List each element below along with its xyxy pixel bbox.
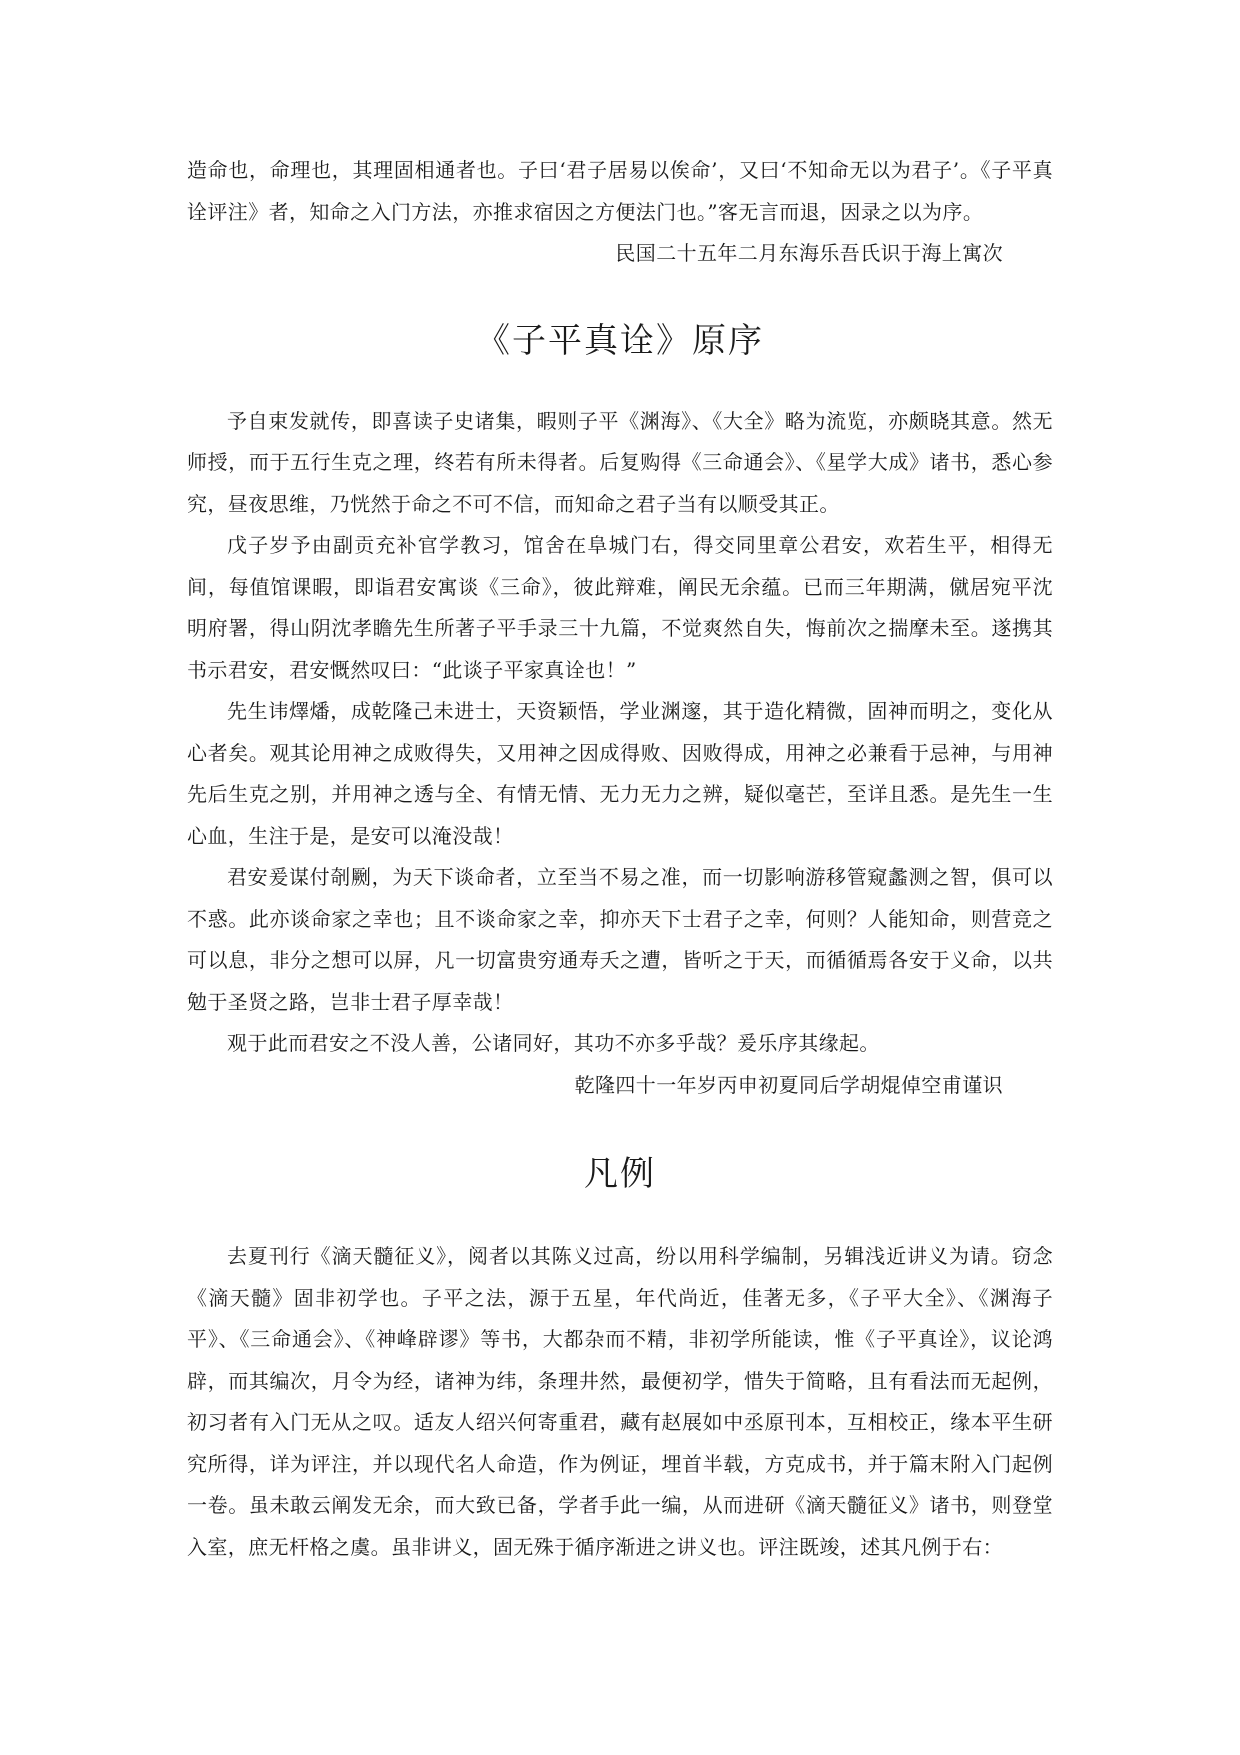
intro-paragraph: 造命也，命理也，其理固相通者也。子曰‘君子居易以俟命’，又曰‘不知命无以为君子’。《子平真诠评注》者，知命之入门方法，亦推求宿因之方便法门也。”客无言而退，因录之以为序。 — [187, 158, 1053, 224]
preface-signature: 乾隆四十一年岁丙申初夏同后学胡焜倬空甫谨识 — [574, 1072, 1003, 1097]
preface-paragraph: 君安爰谋付剞劂，为天下谈命者，立至当不易之准，而一切影响游移管窥蠡测之智，俱可以不惑。此亦谈命家之幸也；且不谈命家之幸，抑亦天下士君子之幸，何则？人能知命，则营竞之可以息，非分之想可以屏，凡一切富贵穷通寿夭之遭，皆听之于天，而循循焉各安于义命，以共勉于圣贤之路，岂非士君子厚幸哉！ — [187, 865, 1053, 1014]
preface-paragraph: 观于此而君安之不没人善，公诸同好，其功不亦多乎哉？爰乐序其缘起。 — [227, 1031, 880, 1055]
preface-paragraph: 予自束发就传，即喜读子史诸集，暇则子平《渊海》、《大全》略为流览，亦颇晓其意。然无师授，而于五行生克之理，终若有所未得者。后复购得《三命通会》、《星学大成》诸书，悉心参究，昼夜思维，乃恍然于命之不可不信，而知命之君子当有以顺受其正。 — [187, 408, 1053, 516]
document-page — [187, 150, 1053, 1568]
preface-paragraph: 先生讳燡燔，成乾隆己未进士，天资颖悟，学业渊邃，其于造化精微，固神而明之，变化从心者矣。观其论用神之成败得失，又用神之因成得败、因败得成，用神之必兼看于忌神，与用神先后生克之别，并用神之透与全、有情无情、无力无力之辨，疑似毫芒，至详且悉。是先生一生心血，生注于是，是安可以淹没哉！ — [187, 699, 1053, 848]
intro-signature: 民国二十五年二月东海乐吾氏识于海上寓次 — [615, 241, 1003, 265]
preface-paragraph: 戊子岁予由副贡充补官学教习，馆舍在阜城门右，得交同里章公君安，欢若生平，相得无间，每值馆课暇，即诣君安寓谈《三命》，彼此辩难，阐民无余蕴。已而三年期满，僦居宛平沈明府署，得山阴沈孝瞻先生所著子平手录三十九篇，不觉爽然自失，悔前次之揣摩未至。遂携其书示君安，君安慨然叹曰：“此谈子平家真诠也！” — [187, 533, 1053, 682]
preface-title: 《子平真诠》原序 — [476, 320, 764, 361]
rules-paragraph: 去夏刊行《滴天髓征义》，阅者以其陈义过高，纷以用科学编制，另辑浅近讲义为请。窃念《滴天髓》固非初学也。子平之法，源于五星，年代尚近，佳著无多，《子平大全》、《渊海子平》、《三命通会》、《神峰辟谬》等书，大都杂而不精，非初学所能读，惟《子平真诠》，议论鸿辟，而其编次，月令为经，诸神为纬，条理井然，最便初学，惜失于简略，且有看法而无起例，初习者有入门无从之叹。适友人绍兴何寄重君，藏有赵展如中丞原刊本，互相校正，缘本平生研究所得，详为评注，并以现代名人命造，作为例证，埋首半载，方克成书，并于篇末附入门起例一卷。虽未敢云阐发无余，而大致已备，学者手此一编，从而进研《滴天髓征义》诸书，则登堂入室，庶无杆格之虞。虽非讲义，固无殊于循序渐进之讲义也。评注既竣，述其凡例于右： — [187, 1244, 1053, 1559]
rules-title: 凡例 — [584, 1154, 656, 1194]
